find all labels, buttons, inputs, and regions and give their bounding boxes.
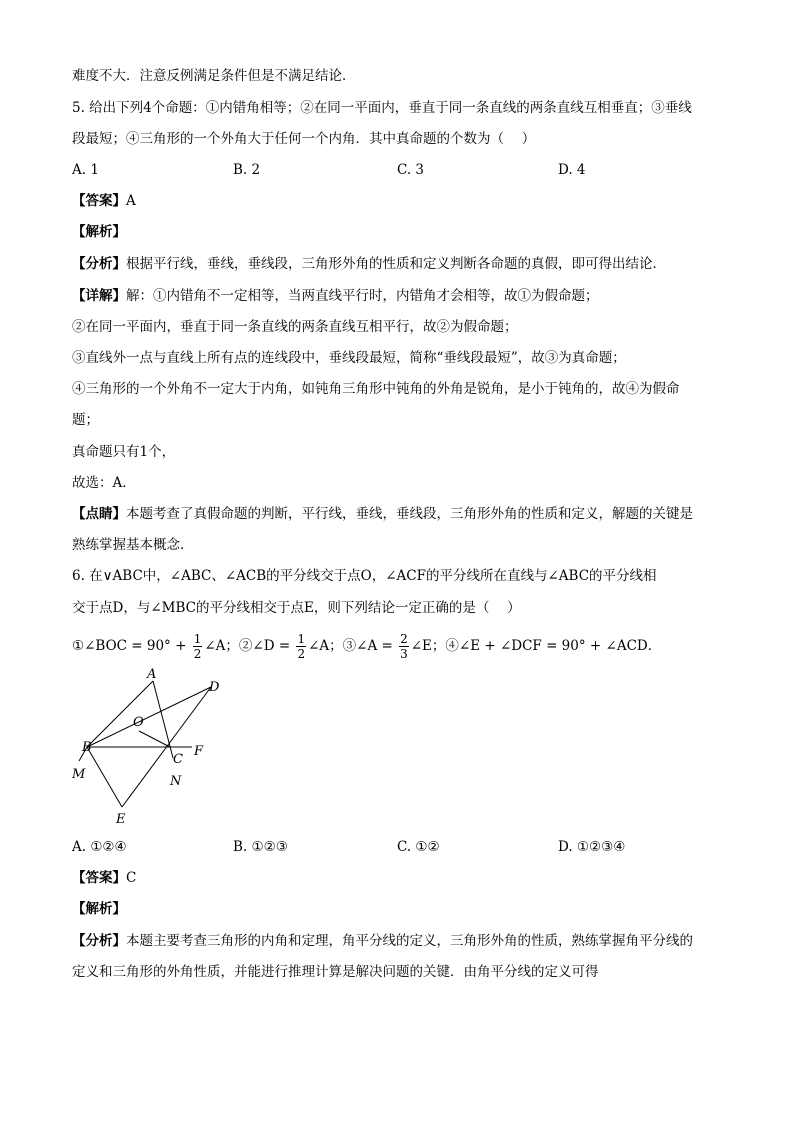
segment-BA — [87, 681, 153, 747]
q6-option-b: B. ①②③ — [233, 839, 288, 855]
answer-value: C — [126, 870, 137, 886]
fraction: $\frac{1}{2}$ — [193, 632, 202, 661]
fenxi-label: 【分析】 — [72, 933, 126, 949]
question-6-stem-cont: 交于点D，与∠MBC的平分线相交于点E，则下列结论一定正确的是（ ） — [72, 600, 521, 616]
q5-xiangjie-line — [72, 286, 599, 306]
q6-option-d: D. ①②③④ — [558, 839, 626, 855]
conclusion-3: ∠A；③∠A = — [308, 638, 398, 654]
question-6-stem: 6. 在∨ABC中，∠ABC、∠ACB的平分线交于点O，∠ACF的平分线所在直线与∠ABC的平分线相 — [72, 568, 657, 584]
dianjing-label: 【点睛】 — [72, 506, 126, 522]
text-line: 题； — [72, 412, 99, 428]
text-line: ④三角形的一个外角不一定大于内角，如钝角三角形中钝角的外角是锐角，是小于钝角的，故④为假命 — [72, 381, 680, 397]
label-C: C — [173, 752, 183, 767]
text-line: ②在同一平面内，垂直于同一条直线的两条直线互相平行，故②为假命题； — [72, 319, 518, 335]
segment-EB — [87, 747, 122, 807]
label-O: O — [133, 715, 144, 730]
segment-OC — [139, 731, 170, 747]
text-line: 定义和三角形的外角性质，并能进行推理计算是解决问题的关键．由角平分线的定义可得 — [72, 964, 599, 980]
conclusion-1: ①∠BOC = 90° + — [72, 638, 191, 654]
label-D: D — [209, 680, 220, 695]
q5-option-c: C. 3 — [397, 162, 425, 178]
q5-answer-line — [72, 191, 136, 211]
xiangjie-text: 解：①内错角不一定相等，当两直线平行时，内错角才会相等，故①为假命题； — [126, 288, 599, 304]
text-line: 故选：A． — [72, 475, 136, 491]
q5-option-d: D. 4 — [558, 162, 586, 178]
q6-option-c: C. ①② — [397, 839, 440, 855]
conclusion-2: ∠A；②∠D = — [204, 638, 295, 654]
text-line: 真命题只有1个， — [72, 444, 176, 460]
answer-value: A — [126, 193, 136, 209]
dianjing-text: 本题考查了真假命题的判断，平行线，垂线，垂线段，三角形外角的性质和定义，解题的关键是 — [126, 506, 693, 522]
answer-label: 【答案】 — [72, 870, 126, 886]
q5-option-b: B. 2 — [233, 162, 261, 178]
fraction: $\frac{1}{2}$ — [297, 632, 306, 661]
fenxi-text: 根据平行线，垂线，垂线段，三角形外角的性质和定义判断各命题的真假，即可得出结论． — [126, 256, 666, 272]
q5-dianjing-line — [72, 504, 693, 524]
q5-fenxi-line — [72, 254, 666, 274]
q5-option-a: A. 1 — [72, 162, 99, 178]
label-M: M — [72, 767, 86, 782]
q6-conclusions — [72, 632, 661, 661]
label-F: F — [194, 744, 204, 759]
q6-fenxi-line — [72, 931, 693, 951]
analysis-label: 【解析】 — [72, 901, 126, 917]
text-line: 难度不大．注意反例满足条件但是不满足结论． — [72, 68, 356, 84]
segment-BD — [87, 687, 211, 747]
label-A: A — [147, 667, 157, 682]
label-B: B — [82, 740, 92, 755]
question-5-stem-cont: 段最短；④三角形的一个外角大于任何一个内角．其中真命题的个数为（ ） — [72, 131, 536, 147]
label-E: E — [116, 812, 126, 827]
fenxi-label: 【分析】 — [72, 256, 126, 272]
answer-label: 【答案】 — [72, 193, 126, 209]
q6-option-a: A. ①②④ — [72, 839, 127, 855]
geometry-figure — [70, 664, 230, 828]
question-5-stem: 5. 给出下列4个命题：①内错角相等；②在同一平面内，垂直于同一条直线的两条直线互相垂直；③垂线 — [72, 100, 692, 116]
conclusion-4: ∠E；④∠E + ∠DCF = 90° + ∠ACD． — [410, 638, 662, 654]
text-line: ③直线外一点与直线上所有点的连线段中，垂线段最短，简称“垂线段最短”，故③为真命题； — [72, 350, 626, 366]
fraction: $\frac{2}{3}$ — [400, 632, 408, 661]
analysis-label: 【解析】 — [72, 224, 126, 240]
xiangjie-label: 【详解】 — [72, 288, 126, 304]
label-N: N — [170, 774, 182, 789]
text-line: 熟练掌握基本概念． — [72, 537, 194, 553]
fenxi-text: 本题主要考查三角形的内角和定理，角平分线的定义，三角形外角的性质，熟练掌握角平分线的 — [126, 933, 693, 949]
q6-answer-line — [72, 868, 136, 888]
